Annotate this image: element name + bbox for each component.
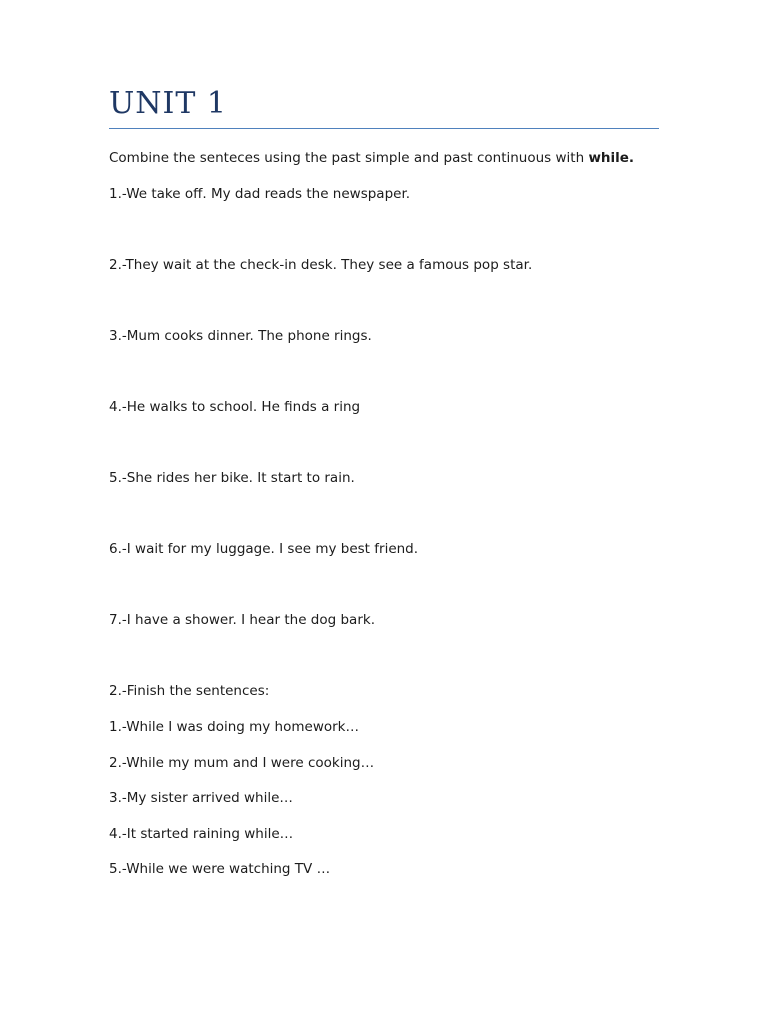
page-title: UNIT 1 (109, 86, 228, 121)
exercise1-item-1: 1.-We take off. My dad reads the newspaper. (109, 186, 411, 202)
exercise2-item-1: 1.-While I was doing my homework… (109, 719, 359, 735)
exercise1-item-7: 7.-I have a shower. I hear the dog bark. (109, 612, 375, 628)
exercise2-item-2: 2.-While my mum and I were cooking… (109, 755, 375, 771)
exercise1-item-5: 5.-She rides her bike. It start to rain. (109, 470, 355, 486)
instruction-text (109, 149, 634, 167)
title-underline (109, 128, 659, 129)
exercise1-item-4: 4.-He walks to school. He finds a ring (109, 399, 361, 415)
exercise2-item-5: 5.-While we were watching TV … (109, 861, 331, 877)
exercise1-item-6: 6.-I wait for my luggage. I see my best friend. (109, 541, 419, 557)
exercise1-item-2: 2.-They wait at the check-in desk. They see a famous pop star. (109, 257, 533, 273)
exercise2-heading: 2.-Finish the sentences: (109, 683, 270, 699)
exercise1-item-3: 3.-Mum cooks dinner. The phone rings. (109, 328, 372, 344)
instruction-body: Combine the senteces using the past simple and past continuous with (109, 150, 589, 166)
instruction-emphasis: while. (588, 150, 635, 166)
exercise2-item-4: 4.-It started raining while… (109, 826, 294, 842)
exercise2-item-3: 3.-My sister arrived while… (109, 790, 293, 806)
